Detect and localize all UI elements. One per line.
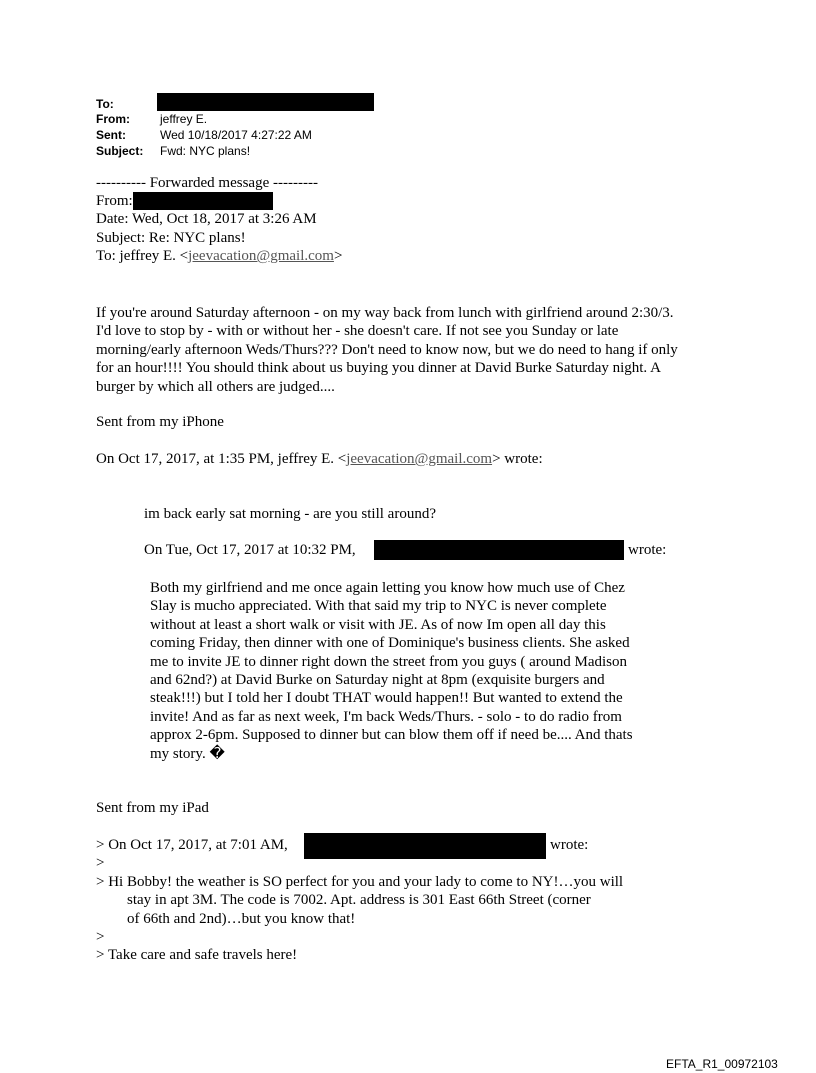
from-value: jeffrey E. xyxy=(160,112,208,126)
nested-line: steak!!!) but I told her I doubt THAT would happen!! But wanted to extend the xyxy=(150,690,623,707)
reply-text: im back early sat morning - are you still around? xyxy=(144,506,436,522)
redacted-forwarded-sender xyxy=(133,192,273,210)
nested-line: me to invite JE to dinner right down the street from you guys ( around Madison xyxy=(150,653,628,670)
redacted-reply-sender xyxy=(374,540,624,560)
nested-line: Both my girlfriend and me once again letting you know how much use of Chez xyxy=(150,580,625,596)
nested-line: invite! And as far as next week, I'm back Weds/Thurs. - solo - to do radio from xyxy=(150,708,622,725)
quoted-intro-prefix: > On Oct 17, 2017, at 7:01 AM, xyxy=(96,837,288,853)
signature-iphone: Sent from my iPhone xyxy=(96,414,224,430)
quoted-blank-line: > xyxy=(96,929,105,945)
quoted-line: stay in apt 3M. The code is 7002. Apt. address is 301 East 66th Street (corner xyxy=(127,892,591,908)
forwarded-to-prefix: To: jeffrey E. < xyxy=(96,248,189,264)
quote-intro-email-link[interactable]: jeevacation@gmail.com xyxy=(346,451,493,467)
body-line: If you're around Saturday afternoon - on my way back from lunch with girlfriend around 2:30/3. xyxy=(96,305,674,321)
quoted-blank-line: > xyxy=(96,855,105,871)
body-line: for an hour!!!! You should think about us buying you dinner at David Burke Saturday night. A xyxy=(96,360,661,377)
forwarded-date: Date: Wed, Oct 18, 2017 at 3:26 AM xyxy=(96,211,317,227)
subject-label: Subject: xyxy=(96,144,144,158)
reply-intro-prefix: On Tue, Oct 17, 2017 at 10:32 PM, xyxy=(144,542,356,558)
quoted-line: of 66th and 2nd)…but you know that! xyxy=(127,911,356,927)
nested-line: without at least a short walk or visit with JE. As of now Im open all day this xyxy=(150,616,606,633)
forwarded-to-suffix: > xyxy=(333,248,343,264)
from-label: From: xyxy=(96,112,130,126)
forwarded-from-label: From: xyxy=(96,193,133,209)
quoted-intro-suffix: wrote: xyxy=(550,837,589,853)
body-line: burger by which all others are judged.... xyxy=(96,378,335,395)
quoted-line: > Take care and safe travels here! xyxy=(96,947,298,963)
message-body xyxy=(96,304,678,396)
subject-value: Fwd: NYC plans! xyxy=(160,144,251,158)
quote-intro-prefix: On Oct 17, 2017, at 1:35 PM, jeffrey E. < xyxy=(96,451,347,467)
body-line: morning/early afternoon Weds/Thurs??? Don't need to know now, but we do need to hang if only xyxy=(96,341,678,358)
forwarded-to xyxy=(96,248,342,265)
sent-label: Sent: xyxy=(96,128,126,142)
nested-line: coming Friday, then dinner with one of Dominique's business clients. She asked xyxy=(150,635,630,652)
redacted-quoted-sender xyxy=(304,833,546,859)
nested-line: approx 2-6pm. Supposed to dinner but can blow them off if need be.... And thats xyxy=(150,727,633,744)
quote-intro xyxy=(96,451,543,468)
to-label: To: xyxy=(96,97,114,111)
nested-line: my story. � xyxy=(150,745,225,762)
redacted-to-recipient xyxy=(157,93,374,111)
nested-line: and 62nd?) at David Burke on Saturday night at 8pm (exquisite burgers and xyxy=(150,672,605,689)
forwarded-to-email-link[interactable]: jeevacation@gmail.com xyxy=(188,248,334,264)
forwarded-divider: ---------- Forwarded message --------- xyxy=(96,175,318,191)
forwarded-subject: Subject: Re: NYC plans! xyxy=(96,230,246,246)
quoted-line: > Hi Bobby! the weather is SO perfect for you and your lady to come to NY!…you will xyxy=(96,874,624,890)
body-line: I'd love to stop by - with or without her - she doesn't care. If not see you Sunday or late xyxy=(96,323,619,340)
nested-line: Slay is mucho appreciated. With that said my trip to NYC is never complete xyxy=(150,598,607,615)
signature-ipad: Sent from my iPad xyxy=(96,800,209,816)
document-id: EFTA_R1_00972103 xyxy=(666,1057,778,1071)
nested-message xyxy=(150,579,633,763)
sent-value: Wed 10/18/2017 4:27:22 AM xyxy=(160,128,312,142)
quote-intro-suffix: > wrote: xyxy=(492,451,543,467)
reply-intro-suffix: wrote: xyxy=(628,542,667,558)
